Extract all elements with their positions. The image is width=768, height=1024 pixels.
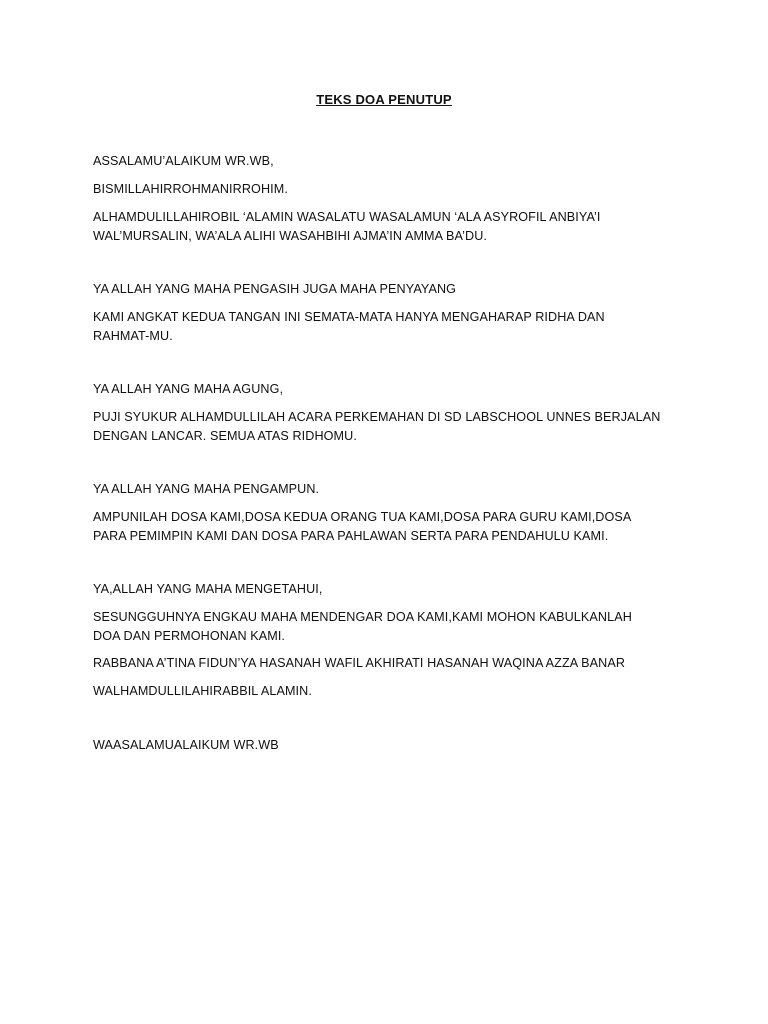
angkat-line-2: RAHMAT-MU. bbox=[93, 329, 173, 343]
syukur-line-1: PUJI SYUKUR ALHAMDULLILAH ACARA PERKEMAHAN DI SD LABSCHOOL UNNES BERJALAN bbox=[93, 410, 661, 424]
ampunilah-paragraph bbox=[93, 508, 693, 546]
angkat-paragraph bbox=[93, 308, 693, 346]
closing-line: WAASALAMUALAIKUM WR.WB bbox=[93, 738, 279, 752]
document-title: TEKS DOA PENUTUP bbox=[316, 92, 452, 107]
angkat-line-1: KAMI ANGKAT KEDUA TANGAN INI SEMATA-MATA HANYA MENGAHARAP RIDHA DAN bbox=[93, 310, 605, 324]
walhamdu-paragraph bbox=[93, 682, 693, 701]
mendengar-line-1: SESUNGGUHNYA ENGKAU MAHA MENDENGAR DOA KAMI,KAMI MOHON KABULKANLAH bbox=[93, 610, 632, 624]
mengetahui-paragraph bbox=[93, 580, 693, 599]
hamdalah-paragraph bbox=[93, 208, 693, 246]
agung-line: YA ALLAH YANG MAHA AGUNG, bbox=[93, 382, 284, 396]
rabbana-line: RABBANA A’TINA FIDUN’YA HASANAH WAFIL AKHIRATI HASANAH WAQINA AZZA BANAR bbox=[93, 656, 626, 670]
syukur-line-2: DENGAN LANCAR. SEMUA ATAS RIDHOMU. bbox=[93, 429, 357, 443]
pengasih-paragraph bbox=[93, 280, 693, 299]
greeting-paragraph bbox=[93, 152, 693, 171]
pengampun-paragraph bbox=[93, 480, 693, 499]
ampunilah-line-2: PARA PEMIMPIN KAMI DAN DOSA PARA PAHLAWAN SERTA PARA PENDAHULU KAMI. bbox=[93, 529, 609, 543]
rabbana-paragraph bbox=[93, 654, 693, 673]
ampunilah-line-1: AMPUNILAH DOSA KAMI,DOSA KEDUA ORANG TUA KAMI,DOSA PARA GURU KAMI,DOSA bbox=[93, 510, 632, 524]
mendengar-line-2: DOA DAN PERMOHONAN KAMI. bbox=[93, 629, 286, 643]
hamdalah-line-2: WAL’MURSALIN, WA’ALA ALIHI WASAHBIHI AJMA’IN AMMA BA’DU. bbox=[93, 229, 487, 243]
mendengar-paragraph bbox=[93, 608, 693, 646]
basmalah-line: BISMILLAHIRROHMANIRROHIM. bbox=[93, 182, 288, 196]
pengasih-line: YA ALLAH YANG MAHA PENGASIH JUGA MAHA PENYAYANG bbox=[93, 282, 457, 296]
syukur-paragraph bbox=[93, 408, 693, 446]
agung-paragraph bbox=[93, 380, 693, 399]
hamdalah-line-1: ALHAMDULILLAHIROBIL ‘ALAMIN WASALATU WASALAMUN ‘ALA ASYROFIL ANBIYA’I bbox=[93, 210, 601, 224]
closing-paragraph bbox=[93, 736, 693, 755]
basmalah-paragraph bbox=[93, 180, 693, 199]
mengetahui-line: YA,ALLAH YANG MAHA MENGETAHUI, bbox=[93, 582, 323, 596]
walhamdu-line: WALHAMDULLILAHIRABBIL ALAMIN. bbox=[93, 684, 312, 698]
pengampun-line: YA ALLAH YANG MAHA PENGAMPUN. bbox=[93, 482, 320, 496]
greeting-line: ASSALAMU’ALAIKUM WR.WB, bbox=[93, 154, 274, 168]
